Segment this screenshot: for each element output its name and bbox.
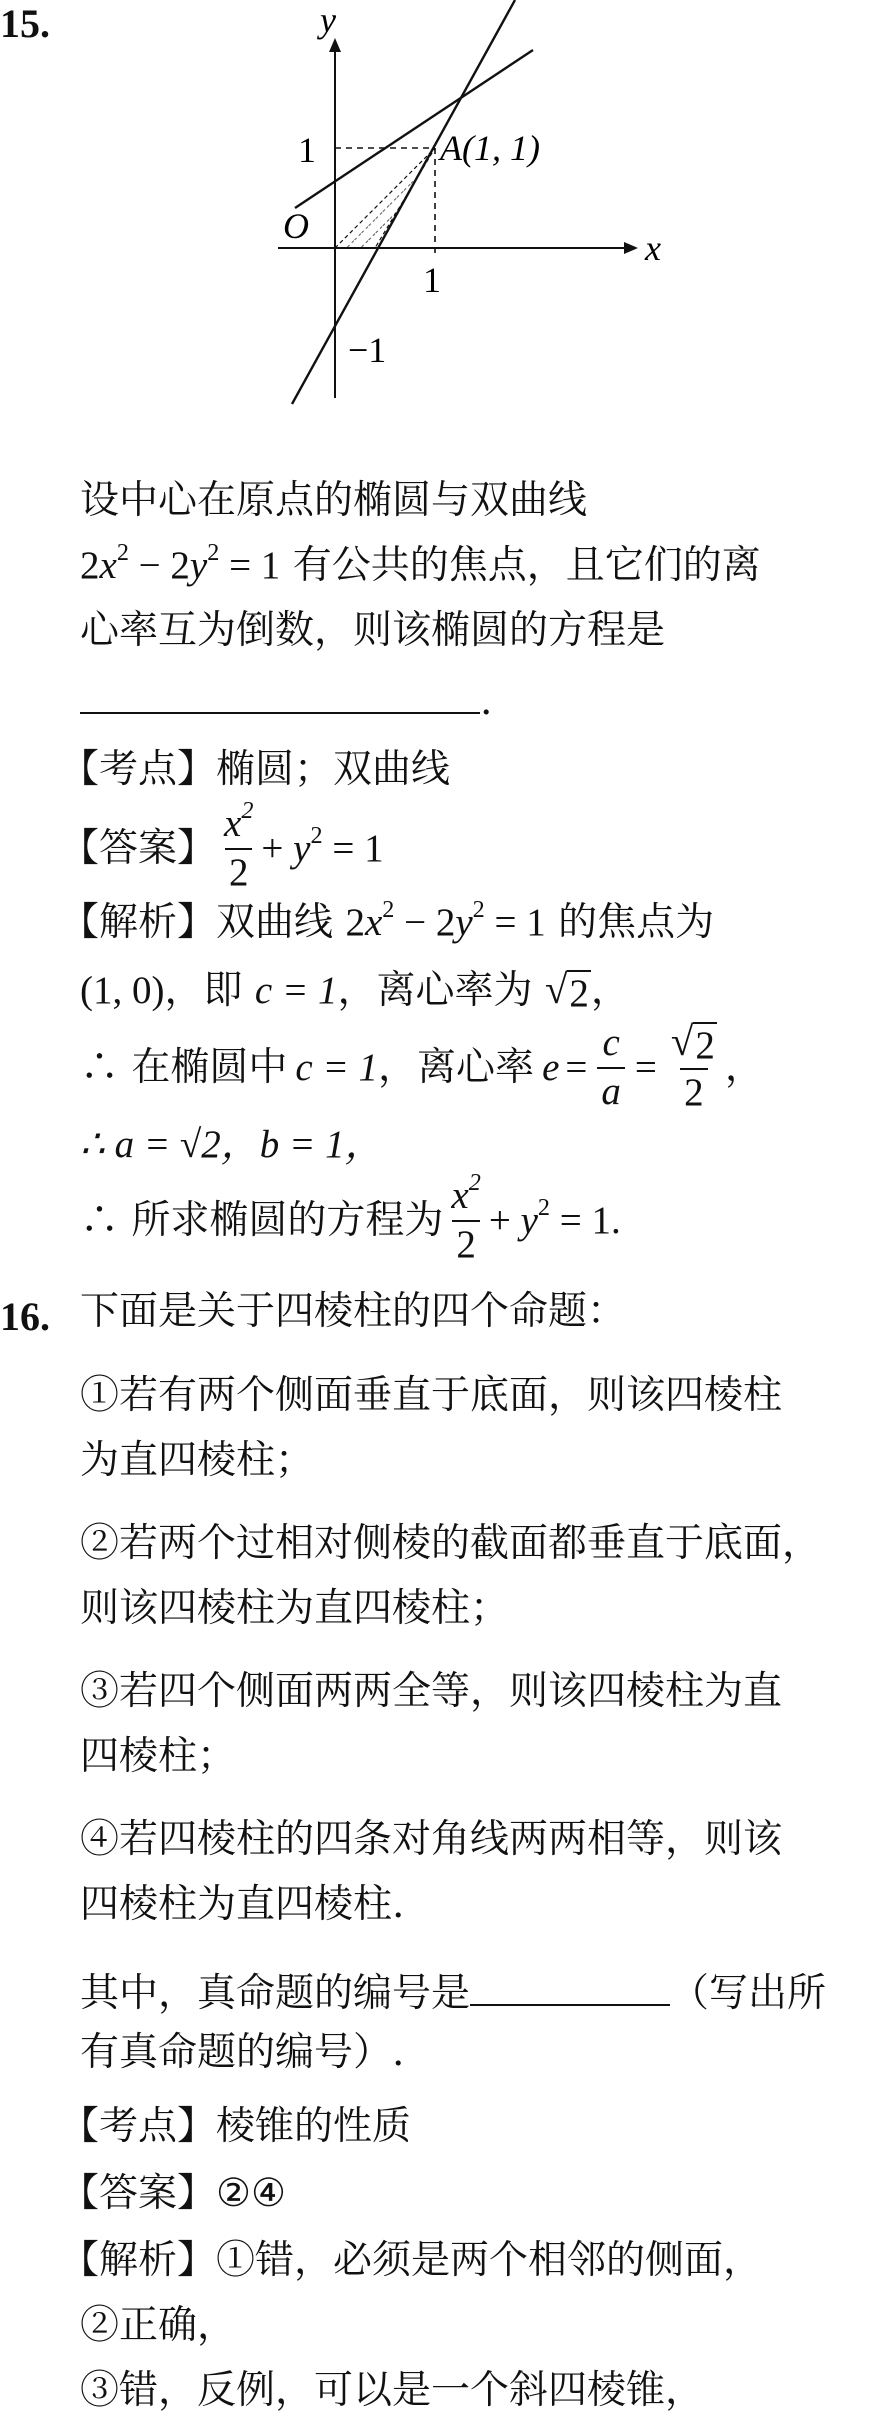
- q15-jx3-b: c = 1: [295, 1046, 379, 1090]
- x-axis-label: x: [645, 228, 661, 268]
- shaded-region: [335, 148, 435, 248]
- q16-prop-4b: 四棱柱为直四棱柱.: [80, 1882, 405, 1927]
- q15-jiexi-1: 【解析】双曲线 $2x^2 - 2y^2 = 1$ 的焦点为: [60, 895, 715, 945]
- q15-line2: $2x^2 - 2y^2 = 1$ 有公共的焦点，且它们的离: [80, 538, 761, 588]
- origin-label: O: [283, 206, 309, 246]
- q15-jx2-b: c = 1: [254, 969, 338, 1012]
- q15-sqrt2: √ 2: [544, 967, 589, 1015]
- q16-prop-3b: 四棱柱；: [80, 1734, 237, 1779]
- q15-line1: 设中心在原点的椭圆与双曲线: [80, 478, 588, 523]
- q15-number: 15.: [0, 1, 50, 46]
- q15-frac-sqrt2-2: √ 2 2: [670, 1019, 715, 1114]
- q16-prop-1a: ①若有两个侧面垂直于底面，则该四棱柱: [80, 1373, 783, 1418]
- q15-line3: 心率互为倒数，则该椭圆的方程是: [80, 608, 666, 653]
- q16-prop-4a: ④若四棱柱的四条对角线两两相等，则该: [80, 1817, 783, 1862]
- q15-jx3-c: ，离心率: [378, 1045, 535, 1091]
- q16-jiexi-3: ③错，反例，可以是一个斜四棱锥，: [80, 2368, 705, 2413]
- q15-jiexi-5: ∴ 所求椭圆的方程为 $\frac{x^2}{2}$ + $y^2 = 1$.: [80, 1168, 621, 1266]
- q15-blank-period: .: [480, 679, 493, 724]
- q15-daan-label: 【答案】: [60, 826, 217, 872]
- q16-ask-line1: [80, 1968, 827, 2016]
- q15-jx3-a: ∴ 在椭圆中: [80, 1045, 288, 1091]
- q16-prop-3a: ③若四个侧面两两全等，则该四棱柱为直: [80, 1669, 783, 1714]
- q16-jiexi-label: 【解析】: [60, 2238, 217, 2283]
- q15-frac-c-a: $\frac{c}{a}$: [597, 1023, 625, 1113]
- q16-answer-blank[interactable]: [470, 1968, 670, 2006]
- q15-jx1-a: 双曲线: [216, 900, 334, 945]
- q15-jiexi-3: ∴ 在椭圆中 c = 1 ，离心率 e = $\frac{c}{a}$ = √ 2 2 ，: [80, 1019, 764, 1114]
- q15-kaodian: [60, 747, 451, 792]
- line-y-eq-2x-minus-1: [292, 0, 515, 404]
- q15-daan: 【答案】 $\frac{x^2}{2}$ + $y^2 = 1$: [60, 796, 384, 894]
- q16-ask-b: （写出所: [670, 1971, 827, 2016]
- q16-jiexi-2: ②正确，: [80, 2303, 237, 2348]
- q15-jiexi-2: (1, 0)，即 c = 1，离心率为 √ 2 ，: [80, 967, 630, 1015]
- q16-daan: [60, 2171, 286, 2216]
- q15-kaodian-label: 【考点】: [60, 747, 217, 792]
- q15-answer-blank[interactable]: [80, 676, 480, 714]
- point-a-label: A(1, 1): [440, 128, 540, 168]
- q16-prop-2a: ②若两个过相对侧棱的截面都垂直于底面，: [80, 1521, 822, 1566]
- q15-jx2-c: ，离心率为: [337, 968, 533, 1013]
- q15-line2-text: 有公共的焦点，且它们的离: [292, 543, 761, 588]
- y-axis-label: y: [320, 0, 336, 40]
- q15-jiexi-4: [80, 1125, 384, 1164]
- q16-jx1: ①错，必须是两个相邻的侧面，: [216, 2238, 763, 2283]
- q15-jx5: ∴ 所求椭圆的方程为: [80, 1198, 444, 1244]
- q16-ask-line2: 有真命题的编号）.: [80, 2030, 405, 2075]
- q16-stem: 下面是关于四棱柱的四个命题：: [80, 1289, 627, 1334]
- q15-jiexi-label: 【解析】: [60, 900, 217, 945]
- x-tick-1: 1: [423, 260, 441, 300]
- y-axis-arrow: [329, 38, 341, 52]
- q15-jx4: ∴ a = √2，b = 1，: [80, 1123, 384, 1166]
- coordinate-figure: [0, 0, 875, 420]
- q15-daan-fraction: $\frac{x^2}{2}$: [224, 796, 254, 894]
- x-axis-arrow: [624, 242, 638, 254]
- q15-answer-blank-line: [80, 676, 493, 724]
- q16-number: 16.: [0, 1294, 50, 1339]
- q15-final-fraction: $\frac{x^2}{2}$: [451, 1168, 481, 1266]
- q16-kaodian-text: 棱锥的性质: [216, 2104, 412, 2149]
- q15-jx1-b: 的焦点为: [558, 900, 715, 945]
- q16-kaodian-label: 【考点】: [60, 2104, 217, 2149]
- q16-daan-label: 【答案】: [60, 2171, 217, 2216]
- q16-prop-2b: 则该四棱柱为直四棱柱；: [80, 1586, 510, 1631]
- y-tick-1: 1: [298, 130, 316, 170]
- y-tick-minus-1: −1: [348, 330, 387, 370]
- q16-kaodian: [60, 2104, 412, 2149]
- q16-ask-a: 其中，真命题的编号是: [80, 1971, 471, 2016]
- q16-daan-text: ②④: [216, 2171, 286, 2216]
- q16-jiexi-1: [60, 2238, 763, 2283]
- q16-prop-1b: 为直四棱柱；: [80, 1438, 315, 1483]
- q15-kaodian-text: 椭圆；双曲线: [216, 747, 451, 792]
- q15-jx2-a: (1, 0)，即: [80, 969, 243, 1012]
